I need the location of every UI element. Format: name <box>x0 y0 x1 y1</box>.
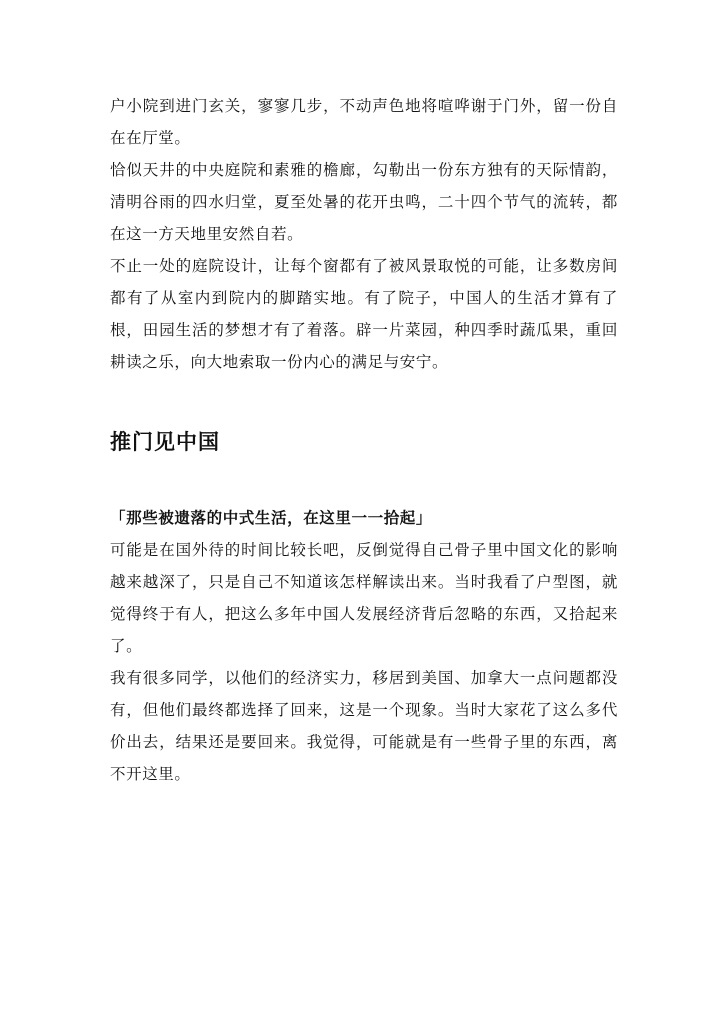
paragraph-garden-design: 不止一处的庭院设计，让每个窗都有了被风景取悦的可能，让多数房间都有了从室内到院内的脚踏实地。有了院子，中国人的生活才算有了根，田园生活的梦想才有了着落。辟一片菜园，种四季时蔬瓜果，重回耕读之乐，向大地索取一份内心的满足与安宁。 <box>110 257 618 371</box>
section-title: 推门见中国 <box>110 429 220 454</box>
paragraph-culture: 可能是在国外待的时间比较长吧，反倒觉得自己骨子里中国文化的影响越来越深了，只是自己不知道该怎样解读出来。当时我看了户型图，就觉得终于有人，把这么多年中国人发展经济背后忽略的东西，又拾起来了。 <box>110 541 618 655</box>
paragraph-entrance: 户小院到进门玄关，寥寥几步，不动声色地将喧哗谢于门外，留一份自在在厅堂。 <box>110 97 618 147</box>
paragraph-courtyard: 恰似天井的中央庭院和素雅的檐廊，勾勒出一份东方独有的天际情韵，清明谷雨的四水归堂，夏至处暑的花开虫鸣，二十四个节气的流转，都在这一方天地里安然自若。 <box>110 161 618 243</box>
paragraph-classmates: 我有很多同学，以他们的经济实力，移居到美国、加拿大一点问题都没有，但他们最终都选择了回来，这是一个现象。当时大家花了这么多代价出去，结果还是要回来。我觉得，可能就是有一些骨子里的东西，离不开这里。 <box>110 669 618 783</box>
quote-subheading: 「那些被遗落的中式生活，在这里一一拾起」 <box>110 508 433 527</box>
document-page <box>110 90 618 790</box>
